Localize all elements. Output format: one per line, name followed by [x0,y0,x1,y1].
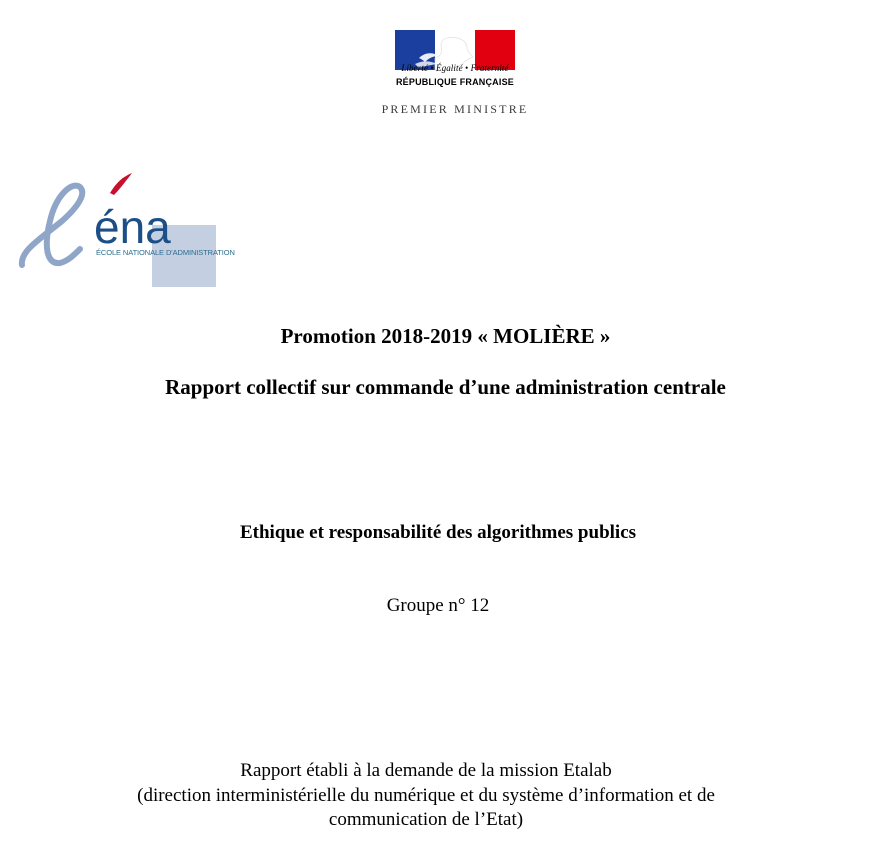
logo-motto: Liberté • Égalité • Fraternité [401,63,509,73]
promotion-title: Promotion 2018-2019 « MOLIÈRE » [280,324,611,348]
ena-script-l [22,186,82,265]
ena-wordmark: éna [94,201,171,253]
group-number: Groupe n° 12 [386,595,490,616]
request-line-1: Rapport établi à la demande de la mission Etalab [240,760,612,781]
ministry-name: PREMIER MINISTRE [381,102,529,116]
request-line-2: (direction interministérielle du numérique et du système d’information et de [137,785,715,806]
report-type-title: Rapport collectif sur commande d’une administration centrale [165,375,726,399]
logo-republic-name: RÉPUBLIQUE FRANÇAISE [395,77,514,87]
request-line-3: communication de l’Etat) [328,809,524,830]
ena-logo [18,165,263,287]
ena-subtitle: ÉCOLE NATIONALE D'ADMINISTRATION [96,248,235,257]
ena-accent [110,173,132,195]
report-subject: Ethique et responsabilité des algorithmes publics [239,522,637,543]
